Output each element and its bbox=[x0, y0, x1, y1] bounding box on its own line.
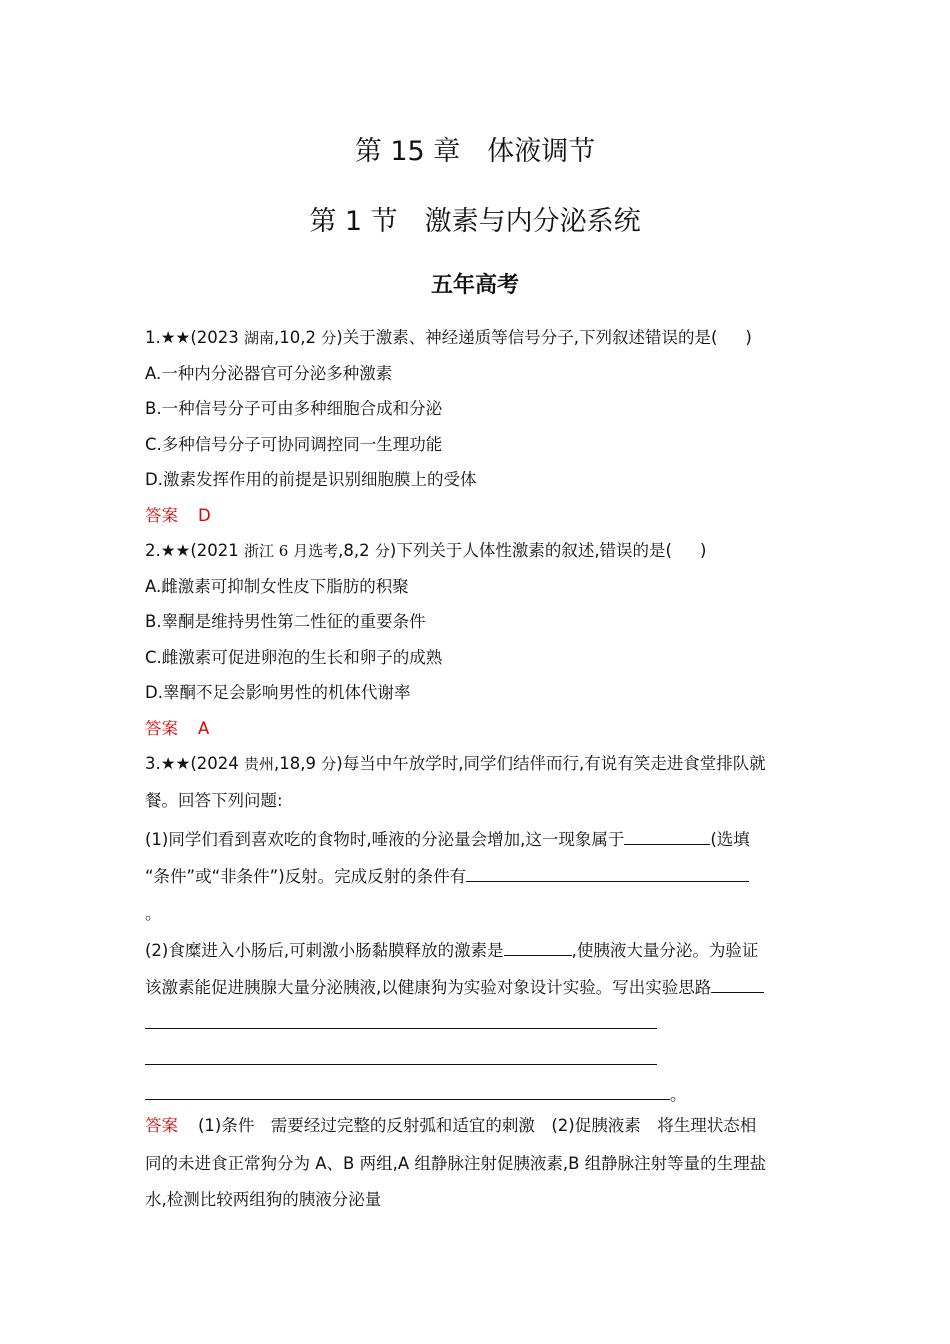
question-3-part-1-end: 。 bbox=[145, 904, 162, 923]
question-1-stem bbox=[145, 326, 752, 350]
question-number: 1. bbox=[145, 328, 161, 347]
source-close: ) bbox=[336, 328, 343, 347]
question-number: 2. bbox=[145, 541, 161, 560]
question-2-option-b: B.睾酮是维持男性第二性征的重要条件 bbox=[145, 612, 426, 631]
question-number: 3. bbox=[145, 754, 161, 773]
question-1-option-b: B.一种信号分子可由多种细胞合成和分泌 bbox=[145, 399, 443, 418]
part-2-text-cont: ,使胰液大量分泌。为验证 bbox=[571, 941, 759, 960]
question-3-answer-line-2: 同的未进食正常狗分为 A、B 两组,A 组静脉注射促胰液素,B 组静脉注射等量的生理盐 bbox=[145, 1154, 767, 1173]
answer-label: 答案 bbox=[145, 719, 178, 738]
part-2-text: 该激素能促进胰腺大量分泌胰液,以健康狗为实验对象设计实验。写出实验思路 bbox=[145, 978, 712, 997]
answer-text: (1)条件 需要经过完整的反射弧和适宜的刺激 (2)促胰液素 将生理状态相 bbox=[198, 1116, 757, 1135]
subheading: 五年高考 bbox=[430, 273, 519, 298]
source-place: 浙江 6 月选考 bbox=[244, 542, 339, 560]
source-unit: 分 bbox=[374, 542, 390, 560]
answer-label: 答案 bbox=[145, 506, 178, 525]
answer-label: 答案 bbox=[145, 1116, 178, 1135]
question-2-option-c: C.雌激素可促进卵泡的生长和卵子的成熟 bbox=[145, 648, 443, 667]
question-3-stem-continued: 餐。回答下列问题: bbox=[145, 791, 283, 810]
question-2-answer bbox=[145, 717, 209, 741]
difficulty-stars: ★★ bbox=[160, 754, 191, 773]
source-detail: ,8,2 bbox=[338, 541, 375, 560]
question-text: 关于激素、神经递质等信号分子,下列叙述错误的是( bbox=[342, 328, 718, 347]
answer-line[interactable] bbox=[145, 1099, 670, 1100]
difficulty-stars: ★★ bbox=[160, 328, 191, 347]
question-3-answer bbox=[145, 1114, 756, 1138]
answer-line[interactable] bbox=[145, 1028, 657, 1029]
part-2-text: (2)食糜进入小肠后,可刺激小肠黏膜释放的激素是 bbox=[145, 941, 504, 960]
question-3-part-2-end: 。 bbox=[670, 1085, 687, 1104]
question-1-option-a: A.一种内分泌器官可分泌多种激素 bbox=[145, 364, 393, 383]
fill-blank[interactable] bbox=[504, 937, 572, 956]
section-title: 第 1 节 激素与内分泌系统 bbox=[309, 206, 641, 237]
part-1-text-cont: (选填 bbox=[710, 830, 750, 849]
chapter-title: 第 15 章 体液调节 bbox=[354, 136, 596, 167]
source-unit: 分 bbox=[321, 755, 337, 773]
question-1-option-c: C.多种信号分子可协同调控同一生理功能 bbox=[145, 435, 443, 454]
source-open: (2023 bbox=[190, 328, 245, 347]
fill-blank[interactable] bbox=[466, 863, 749, 882]
source-close: ) bbox=[336, 754, 343, 773]
source-close: ) bbox=[389, 541, 397, 560]
question-3-part-2 bbox=[145, 937, 758, 963]
question-3-part-2-line-2 bbox=[145, 974, 764, 1000]
question-1-option-d: D.激素发挥作用的前提是识别细胞膜上的受体 bbox=[145, 470, 477, 489]
question-3-part-1 bbox=[145, 826, 750, 852]
source-detail: ,18,9 bbox=[274, 754, 322, 773]
question-3-part-1-line-2 bbox=[145, 863, 749, 889]
source-place: 湖南 bbox=[244, 329, 275, 347]
source-open: (2024 bbox=[190, 754, 245, 773]
question-3-answer-line-3: 水,检测比较两组狗的胰液分泌量 bbox=[145, 1190, 382, 1209]
question-text-end: ) bbox=[745, 328, 752, 347]
difficulty-stars: ★★ bbox=[160, 541, 191, 560]
fill-blank[interactable] bbox=[711, 974, 764, 993]
question-text-end: ) bbox=[700, 541, 707, 560]
part-1-text: (1)同学们看到喜欢吃的食物时,唾液的分泌量会增加,这一现象属于 bbox=[145, 830, 625, 849]
answer-line[interactable] bbox=[145, 1064, 657, 1065]
question-text: 每当中午放学时,同学们结伴而行,有说有笑走进食堂排队就 bbox=[342, 754, 766, 773]
question-2-option-d: D.睾酮不足会影响男性的机体代谢率 bbox=[145, 683, 411, 702]
part-1-text: “条件”或“非条件”)反射。完成反射的条件有 bbox=[145, 867, 467, 886]
question-2-stem bbox=[145, 539, 706, 563]
source-detail: ,10,2 bbox=[274, 328, 322, 347]
question-text: 下列关于人体性激素的叙述,错误的是( bbox=[396, 541, 672, 560]
question-2-option-a: A.雌激素可抑制女性皮下脂肪的积聚 bbox=[145, 577, 409, 596]
source-unit: 分 bbox=[321, 329, 337, 347]
question-3-stem bbox=[145, 752, 766, 776]
fill-blank[interactable] bbox=[624, 826, 710, 845]
answer-value: D bbox=[198, 506, 211, 525]
source-place: 贵州 bbox=[244, 755, 275, 773]
question-1-answer bbox=[145, 504, 211, 528]
source-open: (2021 bbox=[190, 541, 245, 560]
answer-value: A bbox=[198, 719, 210, 738]
